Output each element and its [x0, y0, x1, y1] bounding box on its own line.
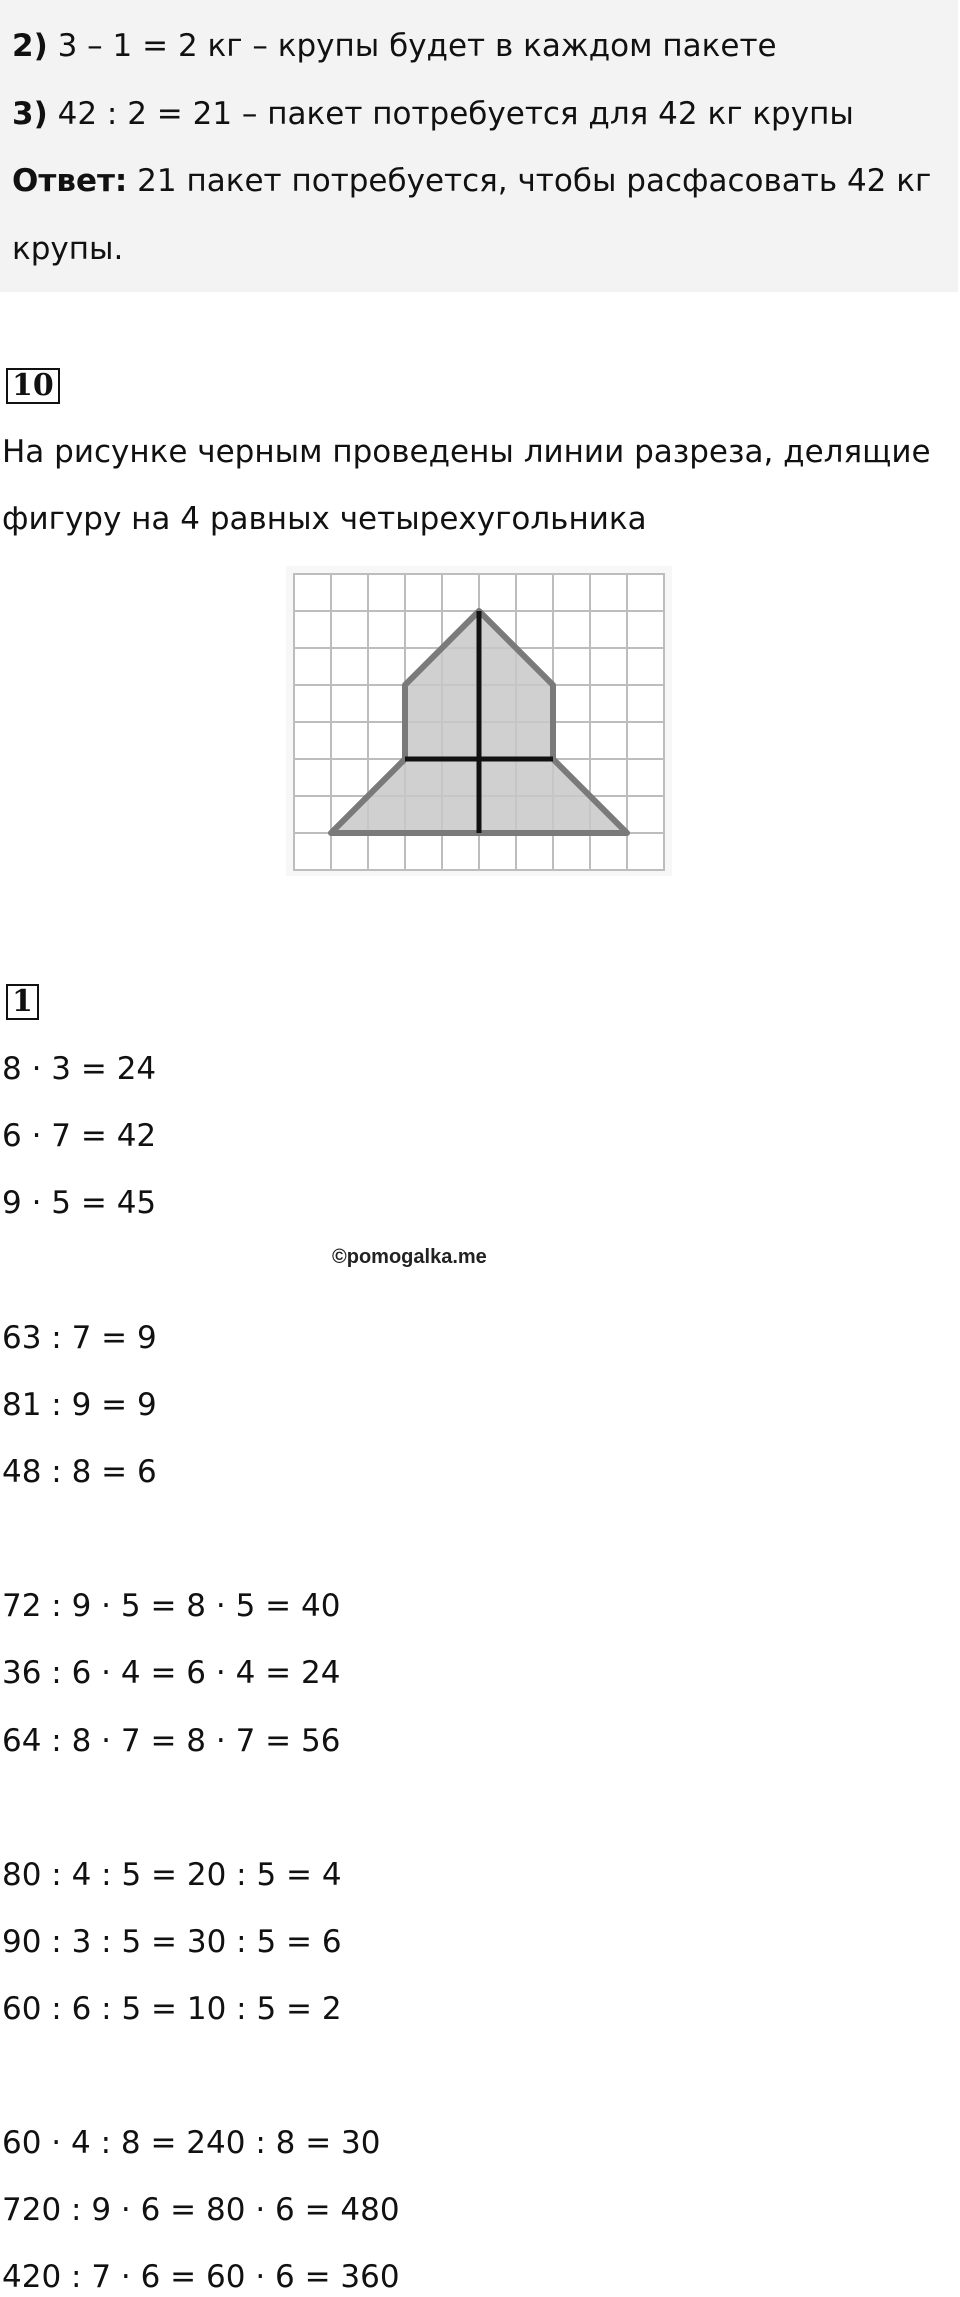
equation: 720 : 9 · 6 = 80 · 6 = 480 [2, 2192, 400, 2228]
answer-label: Ответ: [12, 163, 128, 199]
equation: 90 : 3 : 5 = 30 : 5 = 6 [2, 1924, 342, 1960]
equation: 6 · 7 = 42 [2, 1118, 157, 1154]
equation: 60 : 6 : 5 = 10 : 5 = 2 [2, 1991, 342, 2027]
step-text: 3 – 1 = 2 кг – крупы будет в каждом пакете [47, 28, 777, 64]
cut-figure-diagram [286, 566, 672, 876]
equation: 63 : 7 = 9 [2, 1320, 157, 1356]
task10-text-line-2: фигуру на 4 равных четырехугольника [2, 501, 647, 537]
equation: 8 · 3 = 24 [2, 1051, 157, 1087]
solution-step-3 [12, 94, 854, 134]
answer-line [12, 161, 931, 201]
equation: 420 : 7 · 6 = 60 · 6 = 360 [2, 2259, 400, 2295]
solution-step-2 [12, 26, 777, 66]
equation: 72 : 9 · 5 = 8 · 5 = 40 [2, 1588, 341, 1624]
equation: 60 · 4 : 8 = 240 : 8 = 30 [2, 2125, 381, 2161]
task10-text-line-1: На рисунке черным проведены линии разреза, делящие [2, 434, 931, 470]
equation: 9 · 5 = 45 [2, 1185, 157, 1221]
equation: 64 : 8 · 7 = 8 · 7 = 56 [2, 1723, 341, 1759]
answer-continuation: крупы. [12, 231, 124, 267]
step-label: 2) [12, 28, 48, 64]
watermark: ©pomogalka.me [332, 1246, 487, 1268]
equation: 80 : 4 : 5 = 20 : 5 = 4 [2, 1857, 342, 1893]
step-label: 3) [12, 96, 48, 132]
equation: 81 : 9 = 9 [2, 1387, 157, 1423]
equation: 36 : 6 · 4 = 6 · 4 = 24 [2, 1655, 341, 1691]
task-number-10: 10 [6, 368, 60, 404]
step-text: 42 : 2 = 21 – пакет потребуется для 42 кг крупы [47, 96, 854, 132]
answer-text: 21 пакет потребуется, чтобы расфасовать 42 кг [127, 163, 932, 199]
equation: 48 : 8 = 6 [2, 1454, 157, 1490]
task-number-1: 1 [6, 984, 39, 1020]
